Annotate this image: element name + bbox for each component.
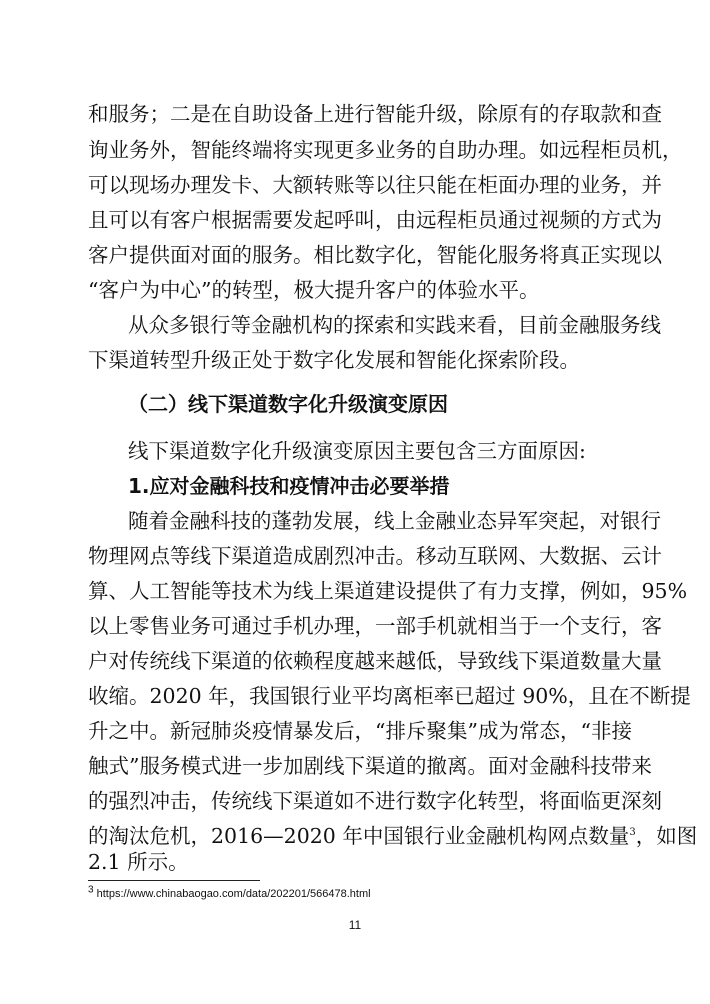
footnote-divider	[88, 880, 260, 881]
section-heading: （二）线下渠道数字化升级演变原因	[128, 392, 448, 416]
body-line: 收缩。2020 年，我国银行业平均离柜率已超过 90%，且在不断提	[88, 684, 691, 708]
body-line: 触式”服务模式进一步加剧线下渠道的撤离。面对金融科技带来	[88, 754, 652, 778]
page-number: 11	[348, 918, 362, 932]
body-line: 的强烈冲击，传统线下渠道如不进行数字化转型，将面临更深刻	[88, 789, 662, 813]
body-line: 算、人工智能等技术为线上渠道建设提供了有力支撑，例如，95%	[88, 579, 688, 603]
body-line: 可以现场办理发卡、大额转账等以往只能在柜面办理的业务，并	[88, 173, 662, 197]
body-line: 客户提供面对面的服务。相比数字化，智能化服务将真正实现以	[88, 243, 662, 267]
body-line: 2.1 所示。	[88, 850, 189, 874]
body-line: “客户为中心”的转型，极大提升客户的体验水平。	[88, 278, 540, 302]
body-line-tail: ，如图	[635, 824, 698, 848]
body-line: 询业务外，智能终端将实现更多业务的自助办理。如远程柜员机，	[88, 138, 683, 162]
body-line: 物理网点等线下渠道造成剧烈冲击。移动互联网、大数据、云计	[88, 544, 662, 568]
footnote-link[interactable]: https://www.chinabaogao.com/data/202201/566478.html	[96, 888, 371, 900]
body-line: 和服务；二是在自助设备上进行智能升级，除原有的存取款和查	[88, 102, 662, 126]
subheading: 1.应对金融科技和疫情冲击必要举措	[128, 474, 450, 498]
footnote-reference[interactable]: 3	[629, 827, 636, 839]
body-line: 随着金融科技的蓬勃发展，线上金融业态异军突起，对银行	[128, 509, 661, 533]
body-line: 户对传统线下渠道的依赖程度越来越低，导致线下渠道数量大量	[88, 649, 662, 673]
body-line: 从众多银行等金融机构的探索和实践来看，目前金融服务线	[128, 313, 661, 337]
body-line-text: 的淘汰危机，2016—2020 年中国银行业金融机构网点数量	[88, 824, 630, 848]
body-line: 下渠道转型升级正处于数字化发展和智能化探索阶段。	[88, 348, 580, 372]
body-line: 以上零售业务可通过手机办理，一部手机就相当于一个支行，客	[88, 614, 662, 638]
footnote	[88, 884, 371, 900]
body-line: 且可以有客户根据需要发起呼叫，由远程柜员通过视频的方式为	[88, 208, 662, 232]
body-line	[88, 822, 698, 850]
body-line: 升之中。新冠肺炎疫情暴发后，“排斥聚集”成为常态，“非接	[88, 719, 632, 743]
footnote-marker: 3	[88, 884, 94, 896]
intro-line: 线下渠道数字化升级演变原因主要包含三方面原因:	[128, 439, 586, 463]
